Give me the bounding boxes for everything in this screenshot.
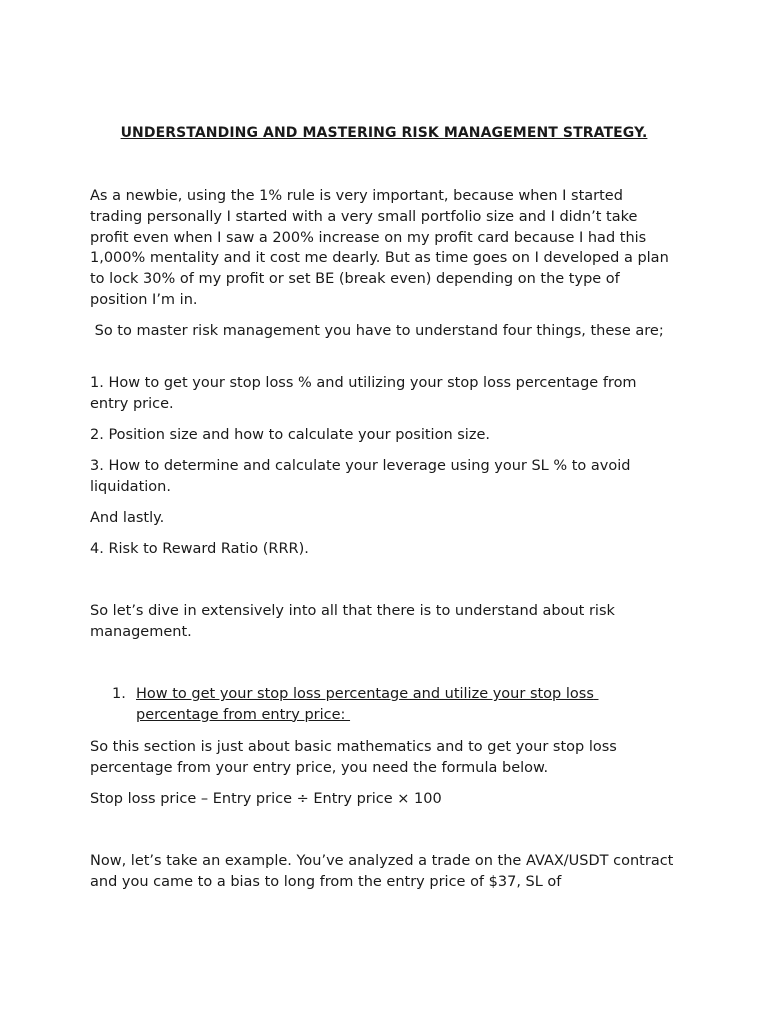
four-things-paragraph: So to master risk management you have to understand four things, these are; xyxy=(90,323,664,339)
section-heading-number: 1. xyxy=(112,686,126,702)
formula-text: Stop loss price – Entry price ÷ Entry price × 100 xyxy=(90,791,442,807)
list-point-3: 3. How to determine and calculate your leverage using your SL % to avoid liquidation. xyxy=(90,458,631,495)
list-point-4: 4. Risk to Reward Ratio (RRR). xyxy=(90,541,309,557)
list-point-1: 1. How to get your stop loss % and utilizing your stop loss percentage from entry price. xyxy=(90,375,637,412)
intro-paragraph: As a newbie, using the 1% rule is very important, because when I started trading personally I started with a very small portfolio size and I didn’t take profit even when I saw a 200% increase on my profit card because I had this 1,000% mentality and it cost me dearly. But as time goes on I developed a plan to lock 30% of my profit or set BE (break even) depending on the type of position I’m in. xyxy=(90,188,669,308)
and-lastly-text: And lastly. xyxy=(90,510,165,526)
document-title: UNDERSTANDING AND MASTERING RISK MANAGEMENT STRATEGY. xyxy=(120,125,648,141)
dive-in-paragraph: So let’s dive in extensively into all that there is to understand about risk management. xyxy=(90,603,615,640)
section-heading-text: How to get your stop loss percentage and utilize your stop loss percentage from entry price: xyxy=(136,686,599,723)
list-point-2: 2. Position size and how to calculate your position size. xyxy=(90,427,490,443)
section-intro-paragraph: So this section is just about basic mathematics and to get your stop loss percentage from your entry price, you need the formula below. xyxy=(90,739,617,776)
section-heading xyxy=(112,684,672,726)
example-paragraph: Now, let’s take an example. You’ve analyzed a trade on the AVAX/USDT contract and you came to a bias to long from the entry price of $37, SL of xyxy=(90,853,674,890)
